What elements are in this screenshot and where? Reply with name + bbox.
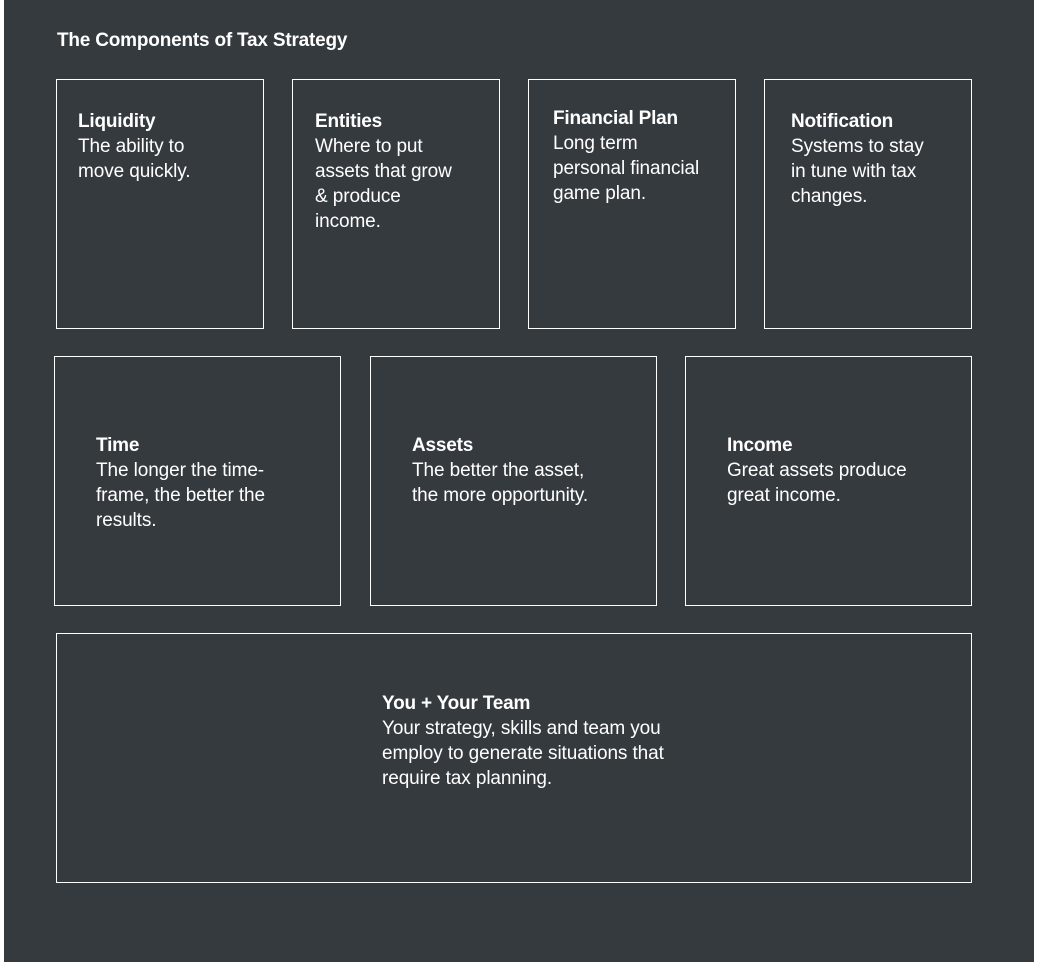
diagram-canvas [4,0,1034,962]
card-description: The ability to move quickly. [78,136,191,182]
card-description: The better the asset, the more opportunity. [412,460,589,506]
card-description: Your strategy, skills and team you employ to generate situations that require tax planning. [382,718,664,789]
card-entities [292,79,500,329]
card-title: Financial Plan [553,108,678,129]
card-liquidity [56,79,264,329]
card-title: Time [96,435,140,456]
card-title: Entities [315,111,383,132]
card-you-your-team [56,633,972,883]
card-title: You + Your Team [382,693,531,714]
card-financial-plan [528,79,736,329]
card-assets [370,356,657,606]
card-time [54,356,341,606]
card-title: Assets [412,435,474,456]
card-description: The longer the time- frame, the better the results. [96,460,265,531]
card-title: Notification [791,111,894,132]
card-description: Systems to stay in tune with tax changes. [791,136,924,207]
card-title: Liquidity [78,111,156,132]
card-title: Income [727,435,793,456]
card-income [685,356,972,606]
card-description: Great assets produce great income. [727,460,907,506]
card-description: Where to put assets that grow & produce income. [315,136,452,232]
page-title: The Components of Tax Strategy [57,30,348,51]
card-notification [764,79,972,329]
card-description: Long term personal financial game plan. [553,133,700,204]
